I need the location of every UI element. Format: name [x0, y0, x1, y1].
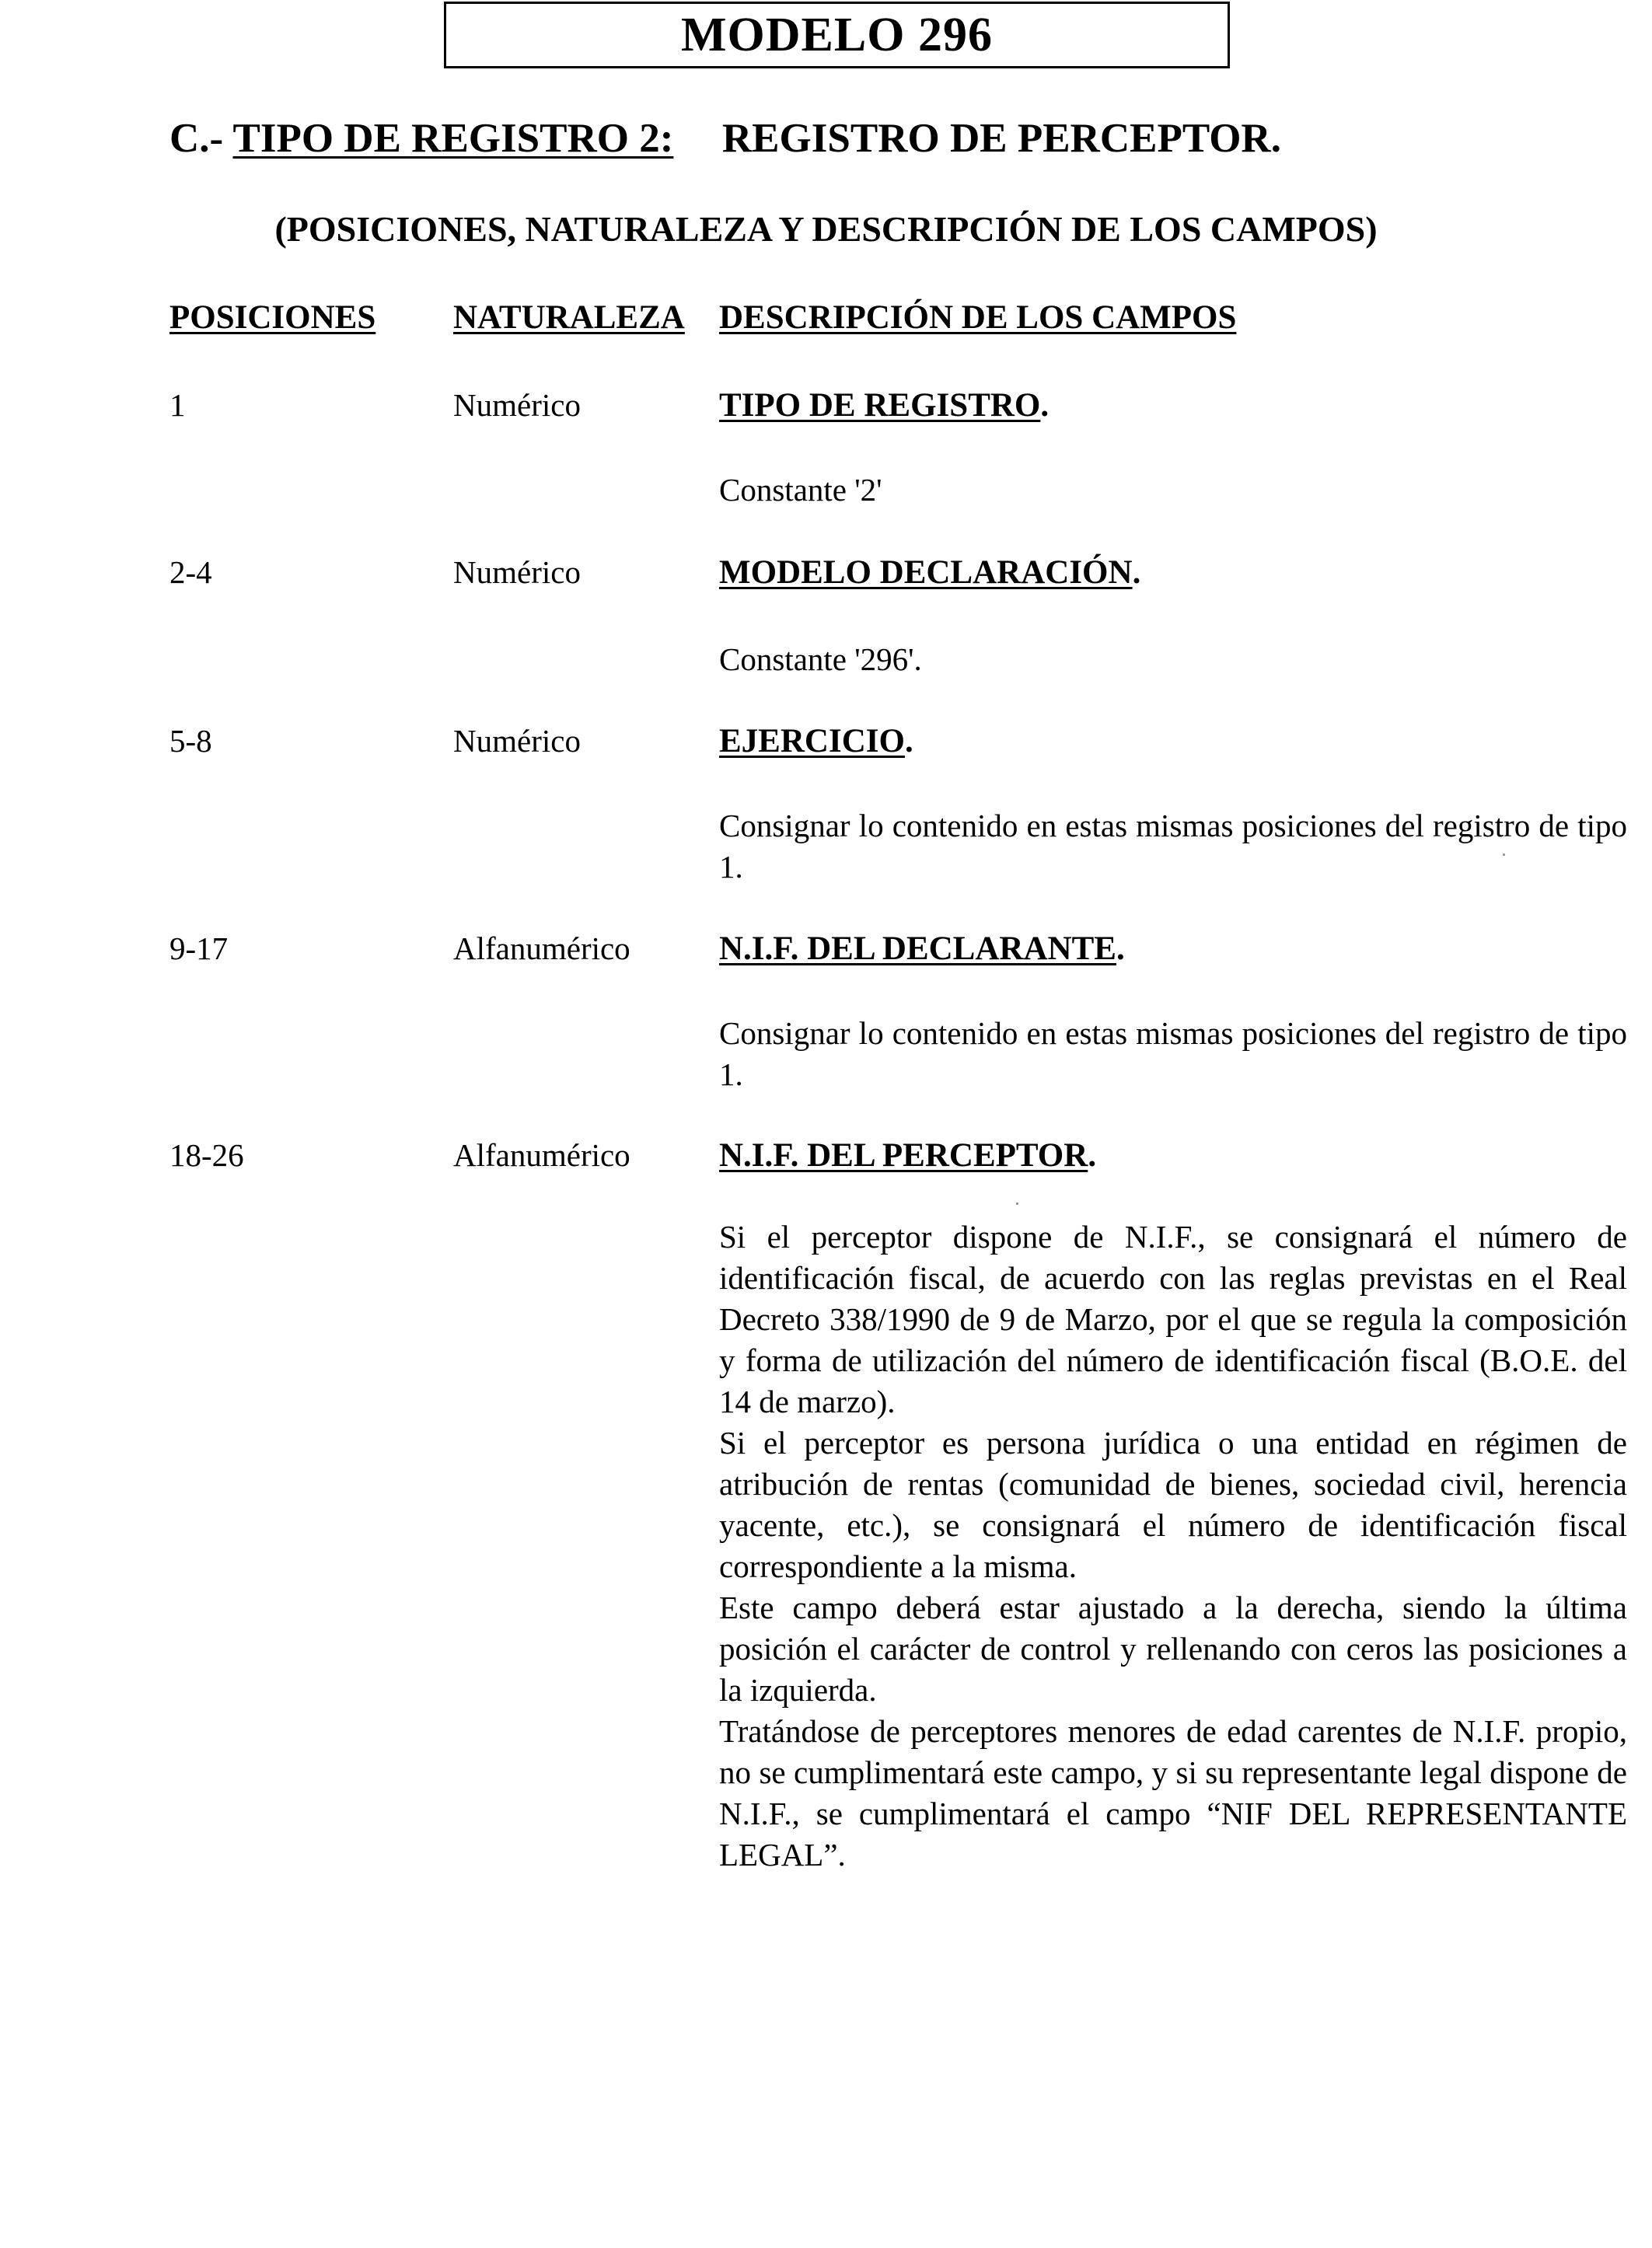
- description-paragraph: Tratándose de perceptores menores de edad carentes de N.I.F. propio, no se cumplimentará este campo, y si su representante legal dispone de N.I.F., se cumplimentará el campo “NIF DEL REPRESENTANTE LEGAL”.: [719, 1713, 1627, 1873]
- field-name: [719, 386, 1049, 424]
- field-name-punct: .: [904, 723, 913, 759]
- description-paragraph: Si el perceptor dispone de N.I.F., se consignará el número de identificación fiscal, de acuerdo con las reglas previstas en el Real Decreto 338/1990 de 9 de Marzo, por el que se regula la composición y forma de utilización del número de identificación fiscal (B.O.E. del 14 de marzo).: [719, 1219, 1627, 1419]
- description-paragraph: Constante '296'.: [719, 641, 922, 677]
- field-posiciones: 5-8: [169, 723, 212, 759]
- field-name-text: TIPO DE REGISTRO: [719, 387, 1041, 424]
- field-posiciones: 1: [169, 387, 186, 423]
- column-header-naturaleza: NATURALEZA: [453, 299, 685, 336]
- field-name-text: N.I.F. DEL PERCEPTOR: [719, 1137, 1088, 1174]
- section-prefix: C.-: [169, 116, 224, 161]
- section-label: TIPO DE REGISTRO 2:: [232, 116, 674, 161]
- description-paragraph: Consignar lo contenido en estas mismas posiciones del registro de tipo 1.: [719, 808, 1627, 885]
- field-posiciones: 9-17: [169, 930, 229, 966]
- field-name-punct: .: [1116, 930, 1125, 967]
- field-name-text: EJERCICIO: [719, 723, 905, 759]
- field-posiciones: 18-26: [169, 1137, 244, 1173]
- field-name-punct: .: [1132, 554, 1141, 591]
- field-naturaleza: Numérico: [453, 554, 581, 590]
- section-heading: [169, 115, 1281, 162]
- field-name: [719, 930, 1125, 968]
- field-name-text: N.I.F. DEL DECLARANTE: [719, 930, 1116, 967]
- field-name-text: MODELO DECLARACIÓN: [719, 554, 1133, 591]
- field-description: [719, 1217, 1627, 1876]
- column-header-posiciones: POSICIONES: [169, 299, 376, 336]
- description-paragraph: Constante '2': [719, 472, 882, 508]
- field-name-punct: .: [1040, 387, 1050, 424]
- description-paragraph: Si el perceptor es persona jurídica o una entidad en régimen de atribución de rentas (comunidad de bienes, sociedad civil, herencia yacente, etc.), se consignará el número de identificación fiscal correspondiente a la misma.: [719, 1425, 1627, 1584]
- description-paragraph: Consignar lo contenido en estas mismas posiciones del registro de tipo 1.: [719, 1015, 1627, 1092]
- field-posiciones: 2-4: [169, 554, 212, 590]
- section-subtitle: (POSICIONES, NATURALEZA Y DESCRIPCIÓN DE LOS CAMPOS): [274, 209, 1378, 249]
- section-name: REGISTRO DE PERCEPTOR.: [721, 116, 1281, 161]
- field-name: [719, 722, 913, 760]
- field-name-punct: .: [1088, 1137, 1097, 1174]
- field-description: [719, 805, 1627, 888]
- field-naturaleza: Alfanumérico: [453, 1137, 630, 1173]
- field-naturaleza: Numérico: [453, 723, 581, 759]
- field-description: [719, 1013, 1627, 1095]
- field-name: [719, 553, 1140, 592]
- field-naturaleza: Alfanumérico: [453, 930, 630, 966]
- field-naturaleza: Numérico: [453, 387, 581, 423]
- field-name: [719, 1136, 1096, 1175]
- description-paragraph: Este campo deberá estar ajustado a la derecha, siendo la última posición el carácter de control y rellenando con ceros las posiciones a la izquierda.: [719, 1590, 1627, 1708]
- column-header-descripcion: DESCRIPCIÓN DE LOS CAMPOS: [719, 299, 1237, 336]
- document-title: MODELO 296: [444, 2, 1230, 68]
- field-description: [719, 639, 1627, 680]
- field-description: [719, 469, 1627, 511]
